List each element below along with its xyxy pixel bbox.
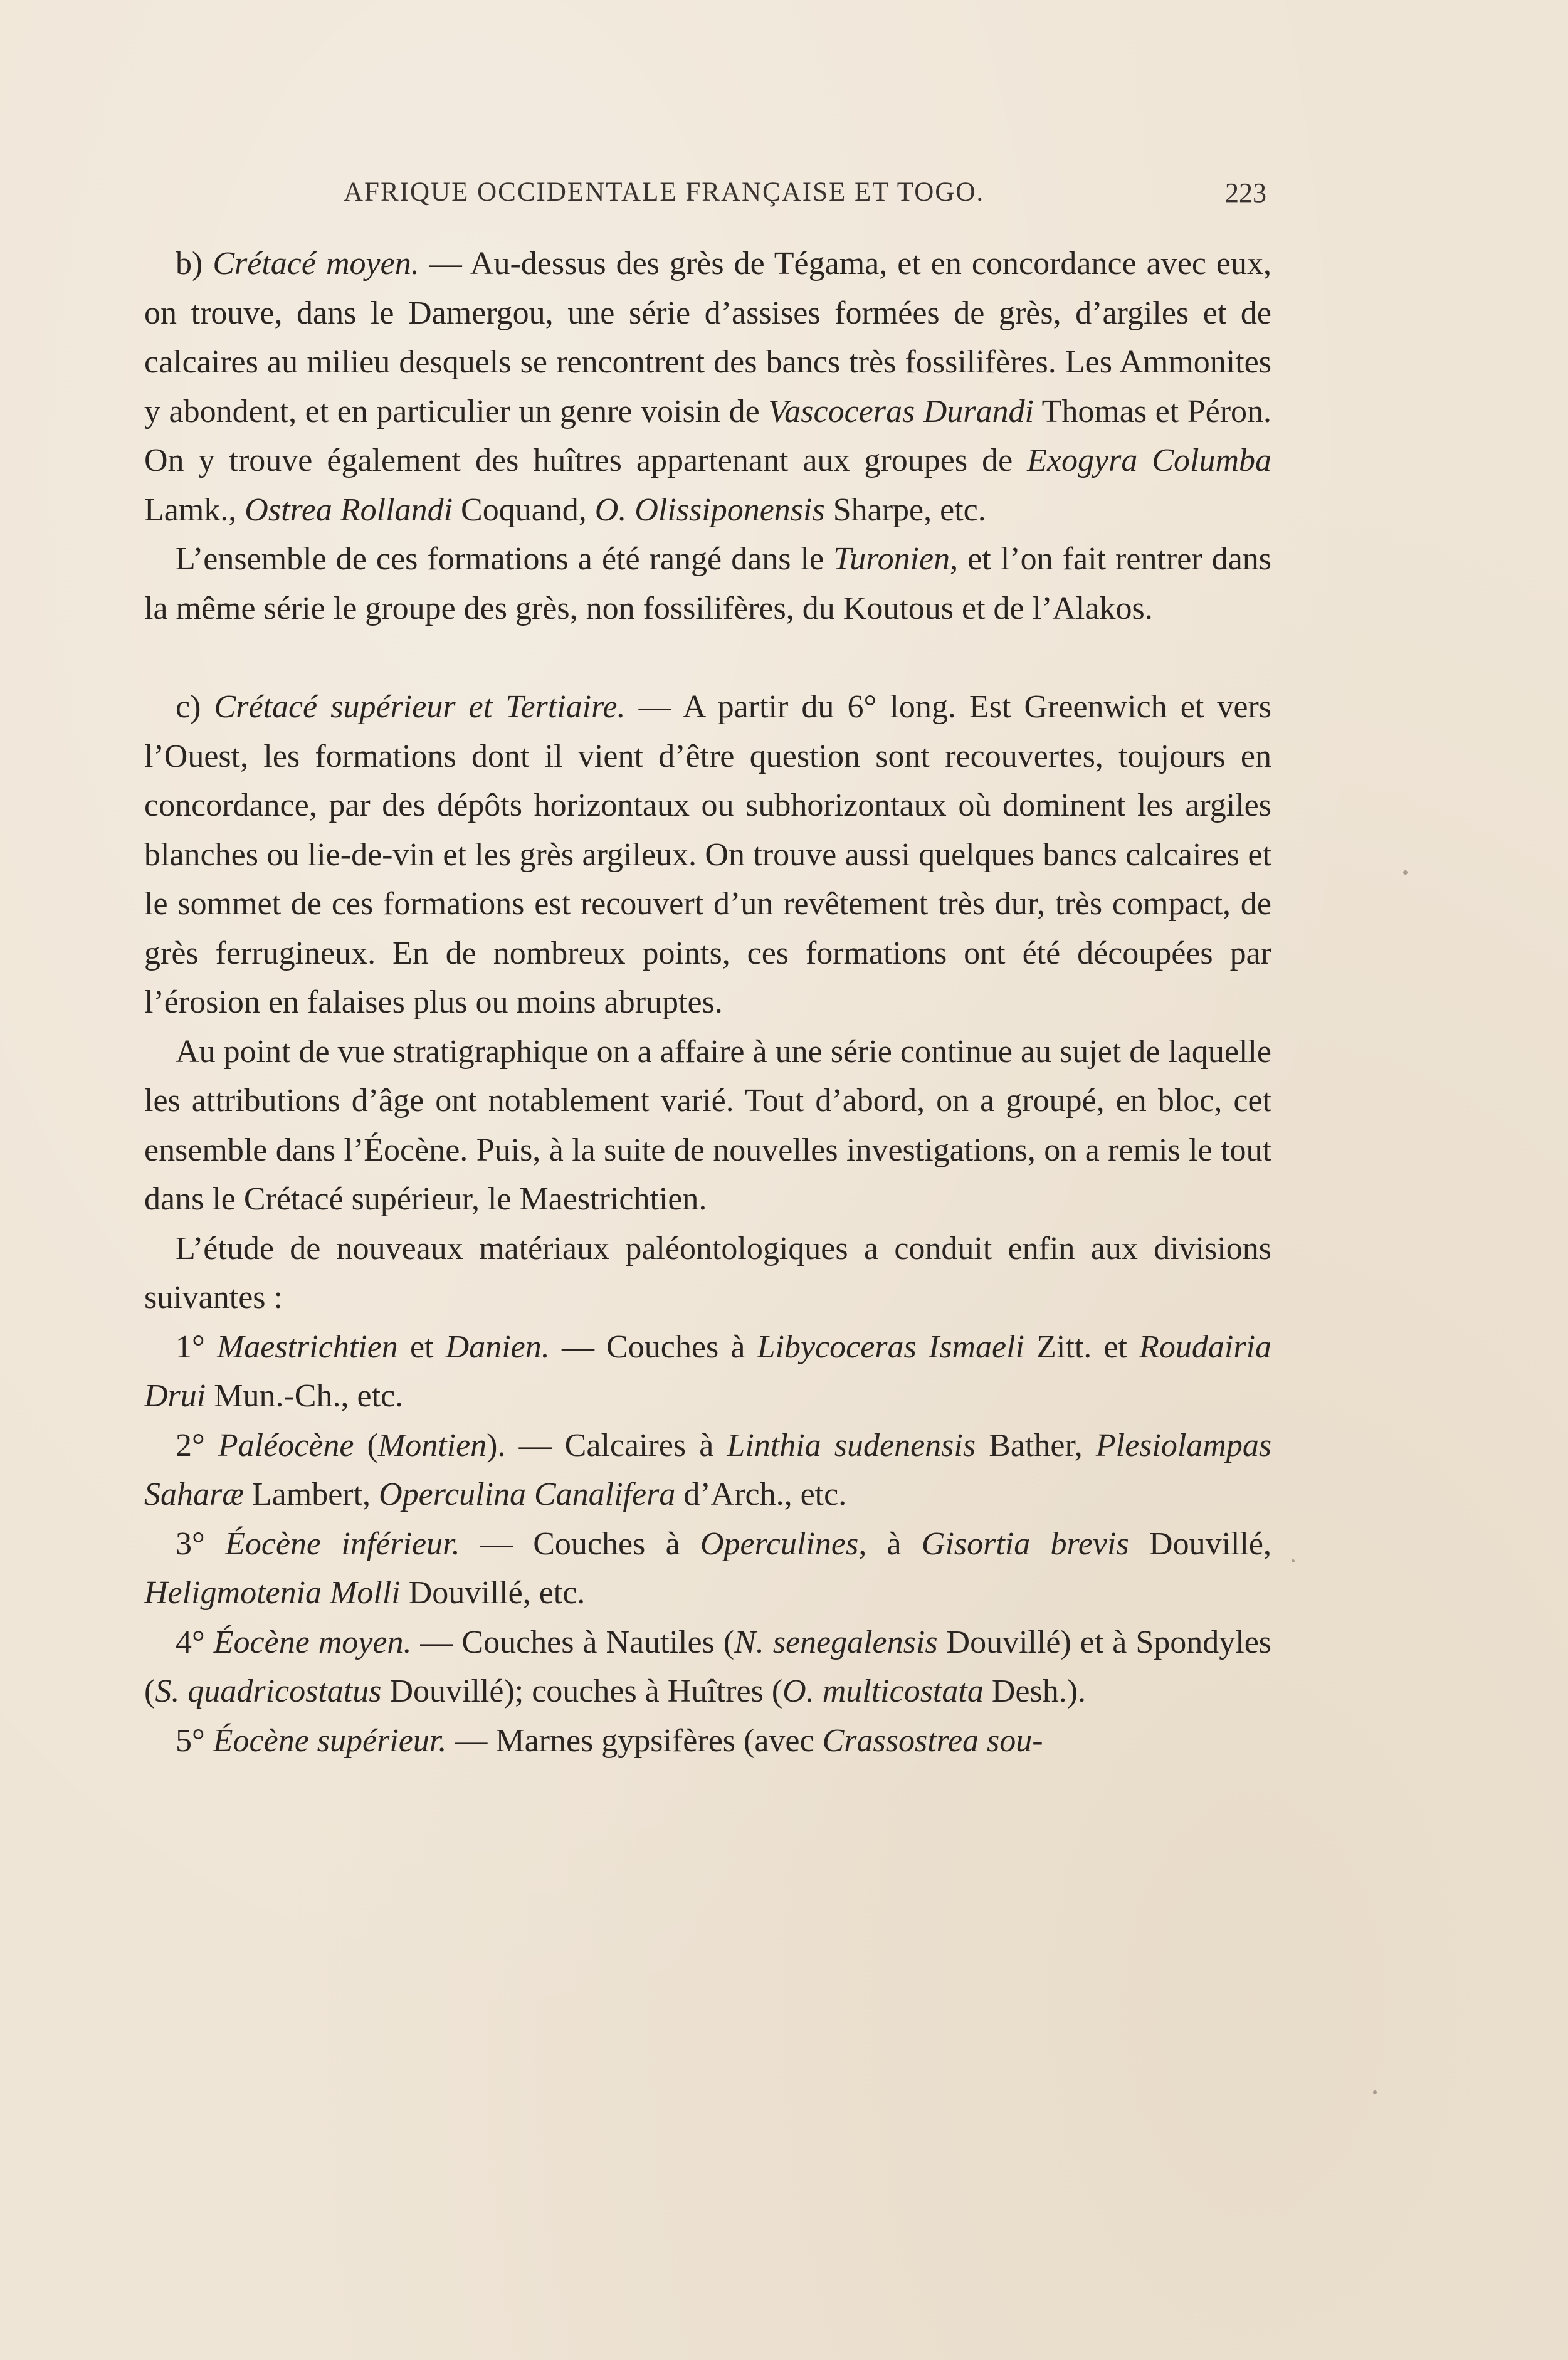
page-number: 223	[1225, 177, 1266, 208]
paragraph-turonien: L’ensemble de ces formations a été rangé dans le Turonien, et l’on fait rentrer dans la même série le groupe des grès, non fossilifères, du Koutous et de l’Alakos.	[144, 541, 1272, 626]
paragraph-divisions: L’étude de nouveaux matériaux paléontologiques a conduit enfin aux divisions suivantes :	[144, 1230, 1271, 1315]
paragraph-stratigraphie: Au point de vue stratigraphique on a affaire à une série continue au sujet de laquelle les attributions d’âge ont notablement varié. Tout d’abord, on a groupé, en bloc, cet ensemble dans l’Éocène. Puis, à la suite de nouvelles investigations, on a remis le tout dans le Crétacé supérieur, le Maestrichtien.	[144, 1033, 1271, 1217]
paragraph-cretace-moyen: b) Crétacé moyen. — Au-dessus des grès de Tégama, et en concordance avec eux, on trouve, dans le Damergou, une série d’assises formées de grès, d’argiles et de calcaires au milieu desquels se rencontrent des bancs très fossilifères. Les Ammonites y abondent, et en particulier un genre voisin de Vascoceras Durandi Thomas et Péron. On y trouve également des huîtres appartenant aux groupes de Exogyra Columba Lamk., Ostrea Rollandi Coquand, O. Olissiponensis Sharpe, etc.	[144, 246, 1272, 528]
division-item-1: 1° Maestrichtien et Danien. — Couches à Libycoceras Ismaeli Zitt. et Roudairia Drui Mun.-Ch., etc.	[144, 1329, 1272, 1414]
paragraph-cretace-superieur: c) Crétacé supérieur et Tertiaire. — A partir du 6° long. Est Greenwich et vers l’Ouest, les formations dont il vient d’être question sont recouvertes, toujours en concordance, par des dépôts horizontaux ou subhorizontaux où dominent les argiles blanches ou lie-de-vin et les grès argileux. On trouve aussi quelques bancs calcaires et le sommet de ces formations est recouvert d’un revêtement très dur, très compact, de grès ferrugineux. En de nombreux points, ces formations ont été découpées par l’érosion en falaises plus ou moins abruptes.	[144, 689, 1272, 1020]
paper-speck	[1403, 870, 1408, 875]
division-item-3: 3° Éocène inférieur. — Couches à Operculines, à Gisortia brevis Douvillé, Heligmotenia Molli Douvillé, etc.	[144, 1525, 1271, 1611]
division-item-2: 2° Paléocène (Montien). — Calcaires à Linthia sudenensis Bather, Plesiolampas Saharæ Lambert, Operculina Canalifera d’Arch., etc.	[144, 1427, 1272, 1512]
running-head	[144, 177, 1266, 214]
body-text	[144, 240, 1271, 1766]
paper-speck	[1292, 1559, 1295, 1562]
division-item-4: 4° Éocène moyen. — Couches à Nautiles (N. senegalensis Douvillé) et à Spondyles (S. quadricostatus Douvillé); couches à Huîtres (O. multicostata Desh.).	[144, 1624, 1272, 1709]
division-item-5: 5° Éocène supérieur. — Marnes gypsifères (avec Crassostrea sou-	[176, 1722, 1043, 1759]
running-title: AFRIQUE OCCIDENTALE FRANÇAISE ET TOGO.	[344, 177, 985, 207]
paper-speck	[1373, 2090, 1377, 2094]
